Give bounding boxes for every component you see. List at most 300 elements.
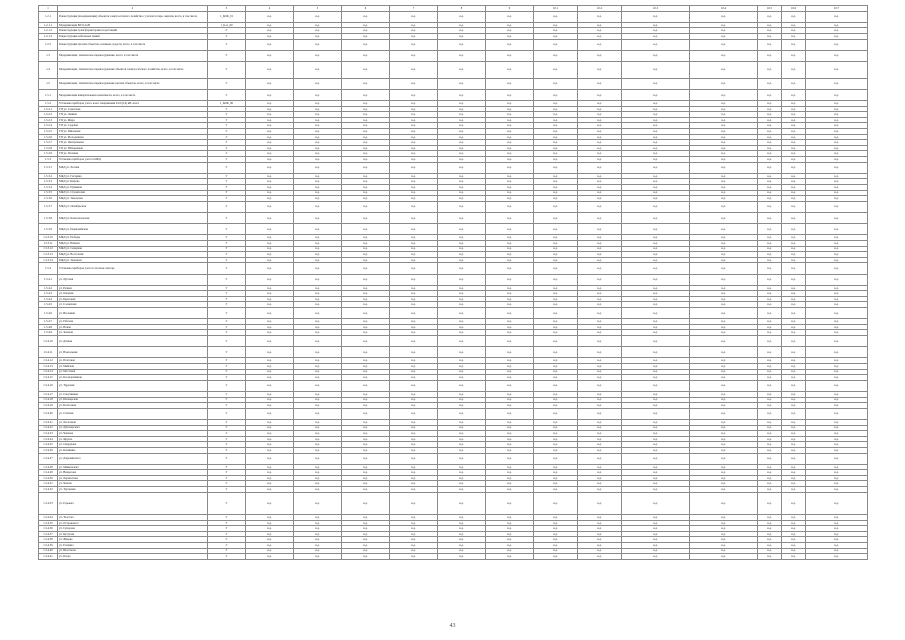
value-cell: н.д. <box>246 308 294 319</box>
value-cell: н.д. <box>534 162 578 173</box>
value-cell: н.д. <box>782 235 806 241</box>
row-number-cell: 1.5.4.1 <box>39 274 58 285</box>
value-cell: н.д. <box>622 89 690 100</box>
value-cell: н.д. <box>534 263 578 274</box>
row-number-cell: 1.2.2 <box>39 39 58 50</box>
value-cell: н.д. <box>294 89 342 100</box>
value-cell: н.д. <box>342 380 390 391</box>
value-cell: н.д. <box>438 106 486 112</box>
value-cell: н.д. <box>486 11 534 22</box>
row-name-cell: ул. Некрасова <box>58 470 208 476</box>
value-cell: н.д. <box>690 173 758 179</box>
value-cell: н.д. <box>486 212 534 223</box>
value-cell: н.д. <box>438 263 486 274</box>
value-cell: н.д. <box>438 39 486 50</box>
value-cell: н.д. <box>806 28 868 34</box>
value-cell: н.д. <box>246 39 294 50</box>
value-cell: н.д. <box>486 487 534 493</box>
value-cell: н.д. <box>578 117 622 123</box>
row-name-cell: ул. Луговая <box>58 274 208 285</box>
value-cell: н.д. <box>782 151 806 157</box>
value-cell: н.д. <box>342 364 390 370</box>
value-cell: н.д. <box>578 515 622 521</box>
value-cell: н.д. <box>806 364 868 370</box>
row-name-cell: ул. Спортивная <box>58 391 208 397</box>
value-cell: н.д. <box>758 431 782 437</box>
value-cell: н.д. <box>806 61 868 78</box>
value-cell: н.д. <box>342 33 390 39</box>
row-number-cell: 1.5.4 <box>39 263 58 274</box>
value-cell: н.д. <box>782 112 806 118</box>
value-cell: н.д. <box>534 515 578 521</box>
value-cell: н.д. <box>690 129 758 135</box>
value-cell: н.д. <box>578 123 622 129</box>
value-cell: н.д. <box>690 162 758 173</box>
value-cell: н.д. <box>294 347 342 358</box>
value-cell: н.д. <box>758 324 782 330</box>
value-cell: н.д. <box>486 358 534 364</box>
value-cell: н.д. <box>622 263 690 274</box>
value-cell: н.д. <box>294 212 342 223</box>
value-cell: н.д. <box>246 408 294 419</box>
value-cell: н.д. <box>390 470 438 476</box>
row-name-cell: МКД ул. Победы <box>58 235 208 241</box>
value-cell: н.д. <box>578 419 622 425</box>
row-name-cell: ул. Лермонтова <box>58 475 208 481</box>
value-cell: н.д. <box>486 296 534 302</box>
value-cell: н.д. <box>782 179 806 185</box>
project-id-cell: Г <box>208 162 246 173</box>
value-cell: н.д. <box>438 185 486 191</box>
value-cell: н.д. <box>294 173 342 179</box>
project-id-cell: Г <box>208 554 246 560</box>
value-cell: н.д. <box>534 246 578 252</box>
value-cell: н.д. <box>806 436 868 442</box>
project-id-cell: Г <box>208 358 246 364</box>
value-cell: н.д. <box>438 470 486 476</box>
project-id-cell: Г <box>208 324 246 330</box>
value-cell: н.д. <box>294 447 342 453</box>
value-cell: н.д. <box>342 492 390 514</box>
value-cell: н.д. <box>806 464 868 470</box>
value-cell: н.д. <box>782 347 806 358</box>
table-row <box>39 554 868 560</box>
value-cell: н.д. <box>534 61 578 78</box>
value-cell: н.д. <box>390 22 438 28</box>
value-cell: н.д. <box>782 531 806 537</box>
row-name-cell: Реконструкция трансформаторных подстанций <box>58 28 208 34</box>
value-cell: н.д. <box>782 257 806 263</box>
value-cell: н.д. <box>294 129 342 135</box>
value-cell: н.д. <box>390 11 438 22</box>
table-row <box>39 212 868 223</box>
value-cell: н.д. <box>246 543 294 549</box>
value-cell: н.д. <box>486 330 534 336</box>
value-cell: н.д. <box>690 123 758 129</box>
value-cell: н.д. <box>578 447 622 453</box>
value-cell: н.д. <box>806 134 868 140</box>
value-cell: н.д. <box>622 475 690 481</box>
row-number-cell: 1.5.2.6 <box>39 134 58 140</box>
value-cell: н.д. <box>390 537 438 543</box>
value-cell: н.д. <box>782 224 806 235</box>
value-cell: н.д. <box>758 11 782 22</box>
value-cell: н.д. <box>758 240 782 246</box>
value-cell: н.д. <box>246 28 294 34</box>
value-cell: н.д. <box>806 123 868 129</box>
project-id-cell: Г <box>208 140 246 146</box>
value-cell: н.д. <box>294 50 342 61</box>
row-number-cell: 1.5.4.35 <box>39 520 58 526</box>
project-id-cell: Г <box>208 302 246 308</box>
project-id-cell: Г <box>208 134 246 140</box>
value-cell: н.д. <box>534 11 578 22</box>
row-number-cell: 1.5.2.1 <box>39 106 58 112</box>
value-cell: н.д. <box>294 481 342 487</box>
value-cell: н.д. <box>806 89 868 100</box>
value-cell: н.д. <box>758 492 782 514</box>
value-cell: н.д. <box>782 101 806 107</box>
value-cell: н.д. <box>342 285 390 291</box>
value-cell: н.д. <box>782 358 806 364</box>
value-cell: н.д. <box>390 173 438 179</box>
value-cell: н.д. <box>578 112 622 118</box>
value-cell: н.д. <box>246 257 294 263</box>
row-name-cell: ТП ул. Садовая <box>58 123 208 129</box>
value-cell: н.д. <box>622 375 690 381</box>
value-cell: н.д. <box>782 447 806 453</box>
value-cell: н.д. <box>806 419 868 425</box>
row-number-cell: 1.5.4.36 <box>39 526 58 532</box>
row-number-cell: 1.5.4.10 <box>39 336 58 347</box>
value-cell: н.д. <box>390 324 438 330</box>
value-cell: н.д. <box>486 347 534 358</box>
value-cell: н.д. <box>342 28 390 34</box>
value-cell: н.д. <box>486 447 534 453</box>
value-cell: н.д. <box>806 11 868 22</box>
row-number-cell: 1.5.3.8 <box>39 212 58 223</box>
value-cell: н.д. <box>622 296 690 302</box>
value-cell: н.д. <box>782 50 806 61</box>
value-cell: н.д. <box>622 257 690 263</box>
row-number-cell: 1.5.4.23 <box>39 431 58 437</box>
value-cell: н.д. <box>438 537 486 543</box>
value-cell: н.д. <box>246 190 294 196</box>
row-name-cell: ТП ул. Набережная <box>58 145 208 151</box>
value-cell: н.д. <box>690 375 758 381</box>
value-cell: н.д. <box>390 408 438 419</box>
value-cell: н.д. <box>758 336 782 347</box>
row-number-cell: 1.5.3.9 <box>39 224 58 235</box>
table-row <box>39 50 868 61</box>
value-cell: н.д. <box>486 453 534 464</box>
value-cell: н.д. <box>246 481 294 487</box>
value-cell: н.д. <box>782 157 806 163</box>
value-cell: н.д. <box>534 336 578 347</box>
value-cell: н.д. <box>342 330 390 336</box>
value-cell: н.д. <box>438 196 486 202</box>
value-cell: н.д. <box>578 263 622 274</box>
value-cell: н.д. <box>294 419 342 425</box>
value-cell: н.д. <box>806 212 868 223</box>
value-cell: н.д. <box>806 537 868 543</box>
value-cell: н.д. <box>806 336 868 347</box>
value-cell: н.д. <box>486 61 534 78</box>
value-cell: н.д. <box>486 240 534 246</box>
value-cell: н.д. <box>758 464 782 470</box>
project-id-cell: Г <box>208 543 246 549</box>
value-cell: н.д. <box>486 185 534 191</box>
value-cell: н.д. <box>390 61 438 78</box>
row-number-cell: 1.5.4.19 <box>39 403 58 409</box>
row-number-cell: 1.5.2.7 <box>39 140 58 146</box>
value-cell: н.д. <box>294 61 342 78</box>
value-cell: н.д. <box>438 475 486 481</box>
value-cell: н.д. <box>758 419 782 425</box>
value-cell: н.д. <box>690 380 758 391</box>
value-cell: н.д. <box>342 291 390 297</box>
row-number-cell: 1.5.4.5 <box>39 302 58 308</box>
value-cell: н.д. <box>758 487 782 493</box>
value-cell: н.д. <box>342 235 390 241</box>
row-number-cell: 1.5.4.9 <box>39 330 58 336</box>
value-cell: н.д. <box>758 50 782 61</box>
value-cell: н.д. <box>438 425 486 431</box>
value-cell: н.д. <box>534 436 578 442</box>
value-cell: н.д. <box>390 291 438 297</box>
value-cell: н.д. <box>294 28 342 34</box>
value-cell: н.д. <box>806 106 868 112</box>
value-cell: н.д. <box>246 173 294 179</box>
value-cell: н.д. <box>342 531 390 537</box>
value-cell: н.д. <box>806 50 868 61</box>
value-cell: н.д. <box>690 447 758 453</box>
value-cell: н.д. <box>486 431 534 437</box>
value-cell: н.д. <box>246 492 294 514</box>
value-cell: н.д. <box>294 106 342 112</box>
value-cell: н.д. <box>758 481 782 487</box>
value-cell: н.д. <box>758 380 782 391</box>
row-number-cell: 1.5.2.3 <box>39 117 58 123</box>
value-cell: н.д. <box>782 380 806 391</box>
value-cell: н.д. <box>534 89 578 100</box>
project-id-cell: Г <box>208 548 246 554</box>
value-cell: н.д. <box>486 481 534 487</box>
table-row <box>39 39 868 50</box>
value-cell: н.д. <box>534 179 578 185</box>
value-cell: н.д. <box>690 391 758 397</box>
value-cell: н.д. <box>690 319 758 325</box>
value-cell: н.д. <box>782 162 806 173</box>
project-id-cell: Г <box>208 235 246 241</box>
value-cell: н.д. <box>622 397 690 403</box>
value-cell: н.д. <box>438 157 486 163</box>
value-cell: н.д. <box>438 123 486 129</box>
row-name-cell: МКД ул. Кирова <box>58 179 208 185</box>
value-cell: н.д. <box>622 212 690 223</box>
value-cell: н.д. <box>294 185 342 191</box>
column-number-cell: 5 <box>294 6 342 12</box>
value-cell: н.д. <box>294 403 342 409</box>
table-row <box>39 492 868 514</box>
value-cell: н.д. <box>578 397 622 403</box>
value-cell: н.д. <box>806 257 868 263</box>
project-id-cell: Г <box>208 285 246 291</box>
project-id-cell: Г <box>208 212 246 223</box>
value-cell: н.д. <box>782 201 806 212</box>
row-name-cell: ул. Свердлова <box>58 442 208 448</box>
row-number-cell: 1.5.4.16 <box>39 380 58 391</box>
value-cell: н.д. <box>758 475 782 481</box>
value-cell: н.д. <box>438 408 486 419</box>
value-cell: н.д. <box>390 201 438 212</box>
value-cell: н.д. <box>390 447 438 453</box>
value-cell: н.д. <box>246 464 294 470</box>
row-name-cell: Модернизация, техническое перевооружение прочих объектов, всего, в том числе <box>58 78 208 89</box>
value-cell: н.д. <box>486 364 534 370</box>
value-cell: н.д. <box>246 391 294 397</box>
value-cell: н.д. <box>342 358 390 364</box>
value-cell: н.д. <box>342 369 390 375</box>
value-cell: н.д. <box>622 464 690 470</box>
row-name-cell: ул. Зеленая <box>58 330 208 336</box>
value-cell: н.д. <box>246 33 294 39</box>
value-cell: н.д. <box>622 442 690 448</box>
row-name-cell: МКД ул. Комсомольская <box>58 212 208 223</box>
value-cell: н.д. <box>806 369 868 375</box>
value-cell: н.д. <box>534 302 578 308</box>
row-number-cell: 1.5.4.8 <box>39 324 58 330</box>
value-cell: н.д. <box>622 324 690 330</box>
value-cell: н.д. <box>438 117 486 123</box>
column-number-cell: 10.4 <box>690 6 758 12</box>
value-cell: н.д. <box>390 308 438 319</box>
value-cell: н.д. <box>486 22 534 28</box>
value-cell: н.д. <box>246 526 294 532</box>
value-cell: н.д. <box>578 274 622 285</box>
value-cell: н.д. <box>438 358 486 364</box>
value-cell: н.д. <box>622 364 690 370</box>
value-cell: н.д. <box>294 364 342 370</box>
value-cell: н.д. <box>578 39 622 50</box>
value-cell: н.д. <box>690 308 758 319</box>
value-cell: н.д. <box>758 263 782 274</box>
value-cell: н.д. <box>782 397 806 403</box>
value-cell: н.д. <box>690 419 758 425</box>
value-cell: н.д. <box>486 106 534 112</box>
value-cell: н.д. <box>486 436 534 442</box>
value-cell: н.д. <box>806 190 868 196</box>
value-cell: н.д. <box>690 179 758 185</box>
value-cell: н.д. <box>390 179 438 185</box>
value-cell: н.д. <box>690 526 758 532</box>
value-cell: н.д. <box>622 123 690 129</box>
value-cell: н.д. <box>578 380 622 391</box>
value-cell: н.д. <box>342 481 390 487</box>
value-cell: н.д. <box>246 140 294 146</box>
row-name-cell: ул. Шолохова <box>58 548 208 554</box>
value-cell: н.д. <box>578 296 622 302</box>
row-name-cell: ул. Весенняя <box>58 308 208 319</box>
value-cell: н.д. <box>622 453 690 464</box>
row-number-cell: 1.5.3.1 <box>39 162 58 173</box>
row-name-cell: ул. Озерная <box>58 291 208 297</box>
table-row <box>39 308 868 319</box>
project-id-cell: Г <box>208 347 246 358</box>
row-number-cell: 1.2.1 <box>39 11 58 22</box>
value-cell: н.д. <box>342 419 390 425</box>
value-cell: н.д. <box>782 134 806 140</box>
value-cell: н.д. <box>486 190 534 196</box>
value-cell: н.д. <box>758 140 782 146</box>
value-cell: н.д. <box>690 291 758 297</box>
value-cell: н.д. <box>246 145 294 151</box>
value-cell: н.д. <box>246 442 294 448</box>
value-cell: н.д. <box>438 391 486 397</box>
value-cell: н.д. <box>758 543 782 549</box>
value-cell: н.д. <box>782 330 806 336</box>
value-cell: н.д. <box>782 240 806 246</box>
value-cell: н.д. <box>246 162 294 173</box>
value-cell: н.д. <box>578 78 622 89</box>
value-cell: н.д. <box>390 442 438 448</box>
value-cell: н.д. <box>806 308 868 319</box>
value-cell: н.д. <box>534 492 578 514</box>
value-cell: н.д. <box>534 224 578 235</box>
table-row <box>39 89 868 100</box>
value-cell: н.д. <box>486 526 534 532</box>
row-name-cell: МКД ул. Северная <box>58 246 208 252</box>
value-cell: н.д. <box>390 28 438 34</box>
value-cell: н.д. <box>294 391 342 397</box>
value-cell: н.д. <box>438 397 486 403</box>
value-cell: н.д. <box>390 196 438 202</box>
value-cell: н.д. <box>806 196 868 202</box>
row-number-cell: 1.5.4.14 <box>39 369 58 375</box>
row-name-cell: МКД ул. Заводская <box>58 196 208 202</box>
row-number-cell: 1.5.3.11 <box>39 240 58 246</box>
value-cell: н.д. <box>534 134 578 140</box>
value-cell: н.д. <box>782 33 806 39</box>
value-cell: н.д. <box>578 196 622 202</box>
project-id-cell: Г <box>208 531 246 537</box>
value-cell: н.д. <box>438 151 486 157</box>
column-number-cell: 8 <box>438 6 486 12</box>
value-cell: н.д. <box>342 397 390 403</box>
value-cell: н.д. <box>294 240 342 246</box>
value-cell: н.д. <box>342 252 390 258</box>
row-number-cell: 1.5.4.24 <box>39 436 58 442</box>
value-cell: н.д. <box>390 151 438 157</box>
value-cell: н.д. <box>390 397 438 403</box>
value-cell: н.д. <box>294 408 342 419</box>
value-cell: н.д. <box>246 274 294 285</box>
value-cell: н.д. <box>758 157 782 163</box>
row-name-cell: МКД ул. Западная <box>58 257 208 263</box>
value-cell: н.д. <box>438 375 486 381</box>
value-cell: н.д. <box>390 145 438 151</box>
row-number-cell: 1.5.4.40 <box>39 548 58 554</box>
value-cell: н.д. <box>806 470 868 476</box>
value-cell: н.д. <box>438 274 486 285</box>
value-cell: н.д. <box>622 11 690 22</box>
value-cell: н.д. <box>758 397 782 403</box>
value-cell: н.д. <box>782 442 806 448</box>
value-cell: н.д. <box>578 403 622 409</box>
value-cell: н.д. <box>486 375 534 381</box>
value-cell: н.д. <box>534 123 578 129</box>
row-number-cell: 1.5.4.13 <box>39 364 58 370</box>
